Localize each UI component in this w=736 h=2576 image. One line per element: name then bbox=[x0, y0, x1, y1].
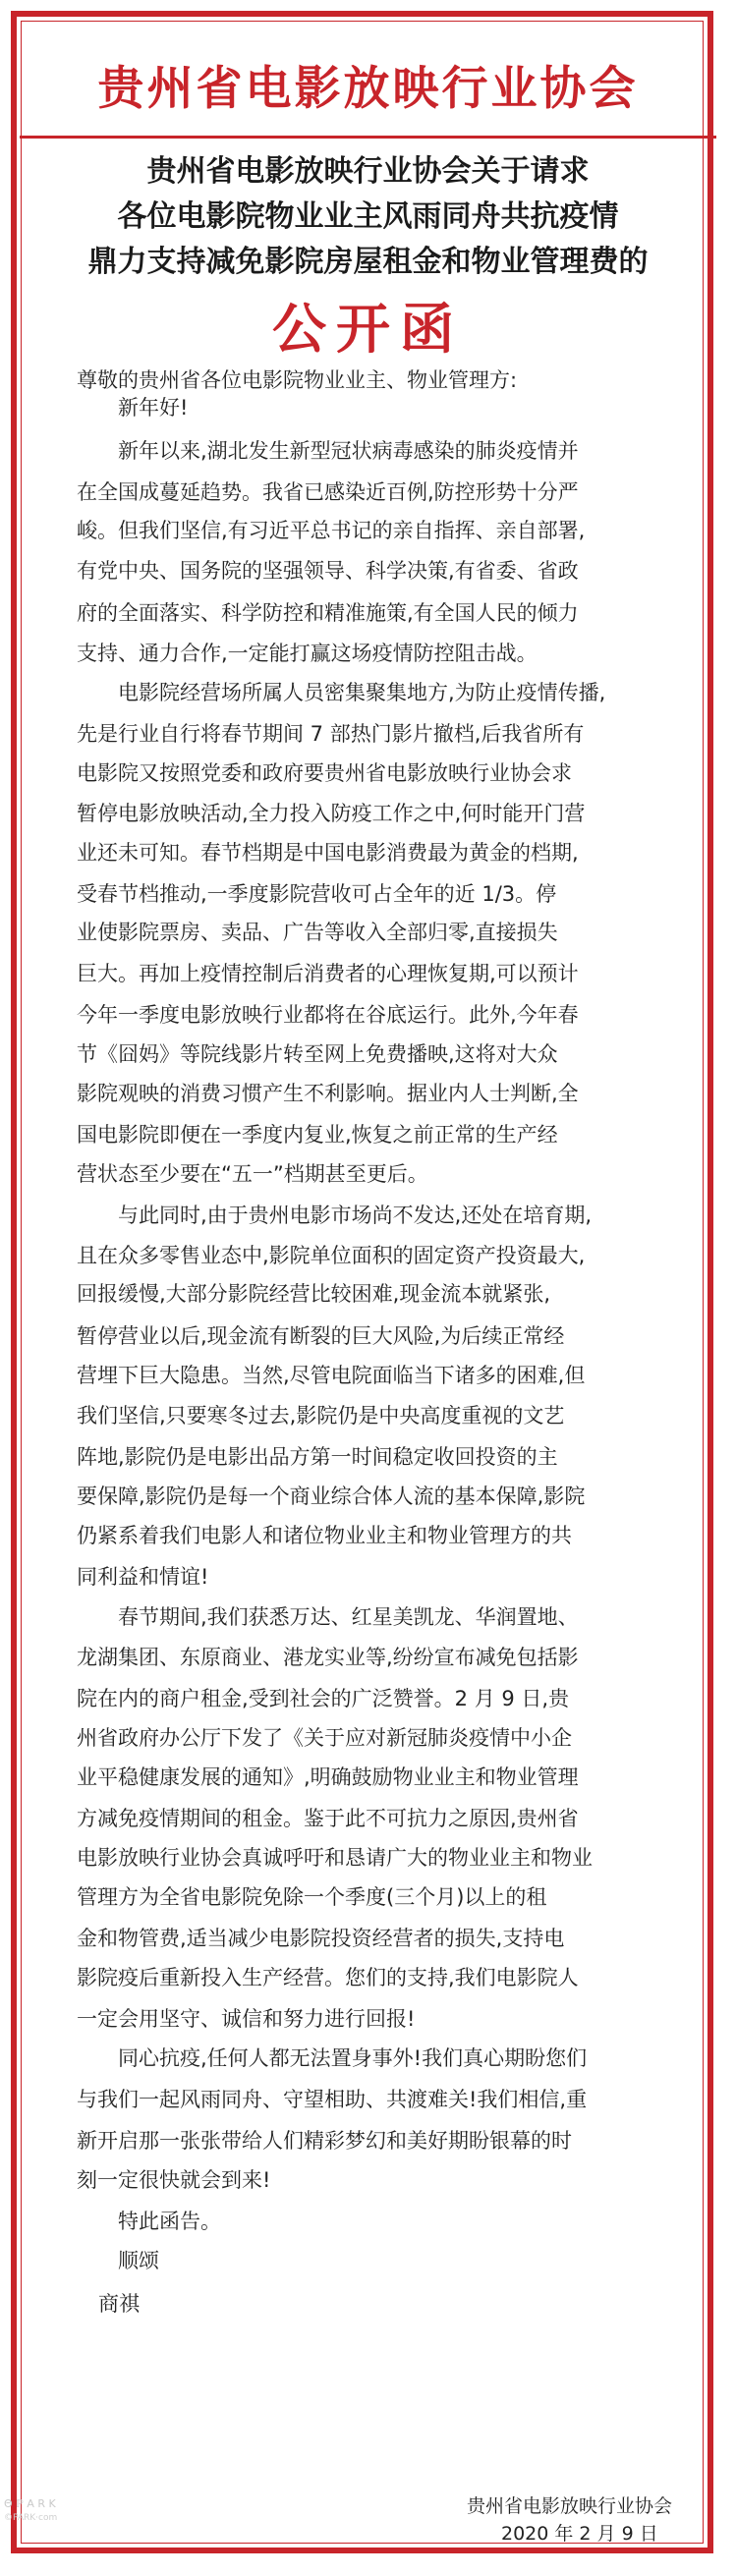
body-line: 仍紧系着我们电影人和诸位物业业主和物业管理方的共 bbox=[77, 1524, 572, 1547]
body-line: 电影院经营场所属人员密集聚集地方,为防止疫情传播, bbox=[118, 681, 606, 704]
body-line: 新开启那一张张带给人们精彩梦幻和美好期盼银幕的时 bbox=[77, 2129, 572, 2153]
body-line: 影院疫后重新投入生产经营。您们的支持,我们电影院人 bbox=[77, 1966, 579, 1989]
body-line: 峻。但我们坚信,有习近平总书记的亲自指挥、亲自部署, bbox=[77, 519, 586, 542]
body-line: 业平稳健康发展的通知》,明确鼓励物业业主和物业管理 bbox=[77, 1765, 579, 1789]
body-line: 影院观映的消费习惯产生不利影响。据业内人士判断,全 bbox=[77, 1082, 579, 1105]
body-line: 节《囧妈》等院线影片转至网上免费播映,这将对大众 bbox=[77, 1042, 558, 1066]
body-line: 一定会用坚守、诚信和努力进行回报! bbox=[77, 2007, 416, 2031]
body-line: 特此函告。 bbox=[118, 2210, 221, 2233]
watermark-logo bbox=[0, 2494, 113, 2524]
body-line: 有党中央、国务院的坚强领导、科学决策,有省委、省政 bbox=[77, 559, 579, 583]
body-line: 今年一季度电影放映行业都将在谷底运行。此外,今年春 bbox=[77, 1003, 579, 1027]
body-line: 在全国成蔓延趋势。我省已感染近百例,防控形势十分严 bbox=[77, 480, 579, 504]
watermark-text: Θ ℙ A R K bbox=[4, 2497, 56, 2510]
body-line: 与我们一起风雨同舟、守望相助、共渡难关!我们相信,重 bbox=[77, 2088, 588, 2111]
signature-date: 2020 年 2 月 9 日 bbox=[501, 2523, 658, 2545]
body-line: 府的全面落实、科学防控和精准施策,有全国人民的倾力 bbox=[77, 601, 579, 625]
watermark bbox=[0, 2494, 113, 2524]
body-line: 业使影院票房、卖品、广告等收入全部归零,直接损失 bbox=[77, 921, 558, 944]
body-line: 阵地,影院仍是电影出品方第一时间稳定收回投资的主 bbox=[77, 1445, 558, 1469]
body-line: 同心抗疫,任何人都无法置身事外!我们真心期盼您们 bbox=[118, 2046, 588, 2070]
body-line: 管理方为全省电影院免除一个季度(三个月)以上的租 bbox=[77, 1885, 547, 1909]
subtitle-line-1: 贵州省电影放映行业协会关于请求 bbox=[146, 154, 590, 189]
body-line: 暂停电影放映活动,全力投入防疫工作之中,何时能开门营 bbox=[77, 802, 586, 825]
body-line: 方减免疫情期间的租金。鉴于此不可抗力之原因,贵州省 bbox=[77, 1807, 579, 1830]
body-line: 与此同时,由于贵州电影市场尚不发达,还处在培育期, bbox=[118, 1204, 593, 1227]
body-line: 金和物管费,适当减少电影院投资经营者的损失,支持电 bbox=[77, 1927, 565, 1950]
signature-org: 贵州省电影放映行业协会 bbox=[467, 2495, 673, 2517]
body-line: 新年好! bbox=[118, 396, 189, 420]
body-line: 电影放映行业协会真诚呼吁和恳请广大的物业业主和物业 bbox=[77, 1846, 593, 1870]
subtitle-line-2: 各位电影院物业业主风雨同舟共抗疫情 bbox=[117, 199, 619, 234]
body-line: 刻一定很快就会到来! bbox=[77, 2168, 271, 2192]
body-line: 要保障,影院仍是每一个商业综合体人流的基本保障,影院 bbox=[77, 1484, 586, 1508]
body-line: 商祺 bbox=[98, 2292, 140, 2316]
body-line: 春节期间,我们获悉万达、红星美凯龙、华润置地、 bbox=[118, 1605, 579, 1629]
body-line: 龙湖集团、东原商业、港龙实业等,纷纷宣布减免包括影 bbox=[77, 1646, 579, 1669]
body-line: 电影院又按照党委和政府要贵州省电影放映行业协会求 bbox=[77, 761, 572, 785]
body-line: 尊敬的贵州省各位电影院物业业主、物业管理方: bbox=[77, 368, 518, 392]
title-divider bbox=[20, 136, 716, 139]
body-line: 同利益和情谊! bbox=[77, 1565, 209, 1589]
body-line: 业还未可知。春节档期是中国电影消费最为黄金的档期, bbox=[77, 841, 579, 865]
subtitle-line-3: 鼎力支持减免影院房屋租金和物业管理费的 bbox=[87, 245, 649, 279]
body-line: 营状态至少要在“五一”档期甚至更后。 bbox=[77, 1162, 428, 1186]
body-line: 新年以来,湖北发生新型冠状病毒感染的肺炎疫情并 bbox=[118, 439, 579, 463]
body-line: 州省政府办公厅下发了《关于应对新冠肺炎疫情中小企 bbox=[77, 1726, 572, 1750]
watermark-subtext: ©PARK·com bbox=[4, 2513, 58, 2523]
association-title: 贵州省电影放映行业协会 bbox=[97, 62, 639, 116]
body-line: 院在内的商户租金,受到社会的广泛赞誉。2 月 9 日,贵 bbox=[77, 1687, 570, 1710]
body-line: 顺颂 bbox=[118, 2249, 159, 2272]
body-line: 暂停营业以后,现金流有断裂的巨大风险,为后续正常经 bbox=[77, 1324, 565, 1348]
body-line: 支持、通力合作,一定能打赢这场疫情防控阻击战。 bbox=[77, 642, 538, 665]
body-line: 受春节档推动,一季度影院营收可占全年的近 1/3。停 bbox=[77, 882, 557, 906]
document-type-heading: 公开函 bbox=[271, 298, 464, 361]
body-line: 回报缓慢,大部分影院经营比较困难,现金流本就紧张, bbox=[77, 1282, 551, 1306]
body-line: 营埋下巨大隐患。当然,尽管电院面临当下诸多的困难,但 bbox=[77, 1364, 586, 1387]
body-line: 国电影院即便在一季度内复业,恢复之前正常的生产经 bbox=[77, 1123, 558, 1147]
body-line: 且在众多零售业态中,影院单位面积的固定资产投资最大, bbox=[77, 1244, 586, 1267]
body-line: 先是行业自行将春节期间 7 部热门影片撤档,后我省所有 bbox=[77, 722, 585, 746]
body-line: 我们坚信,只要寒冬过去,影院仍是中央高度重视的文艺 bbox=[77, 1404, 565, 1428]
body-line: 巨大。再加上疫情控制后消费者的心理恢复期,可以预计 bbox=[77, 962, 579, 985]
